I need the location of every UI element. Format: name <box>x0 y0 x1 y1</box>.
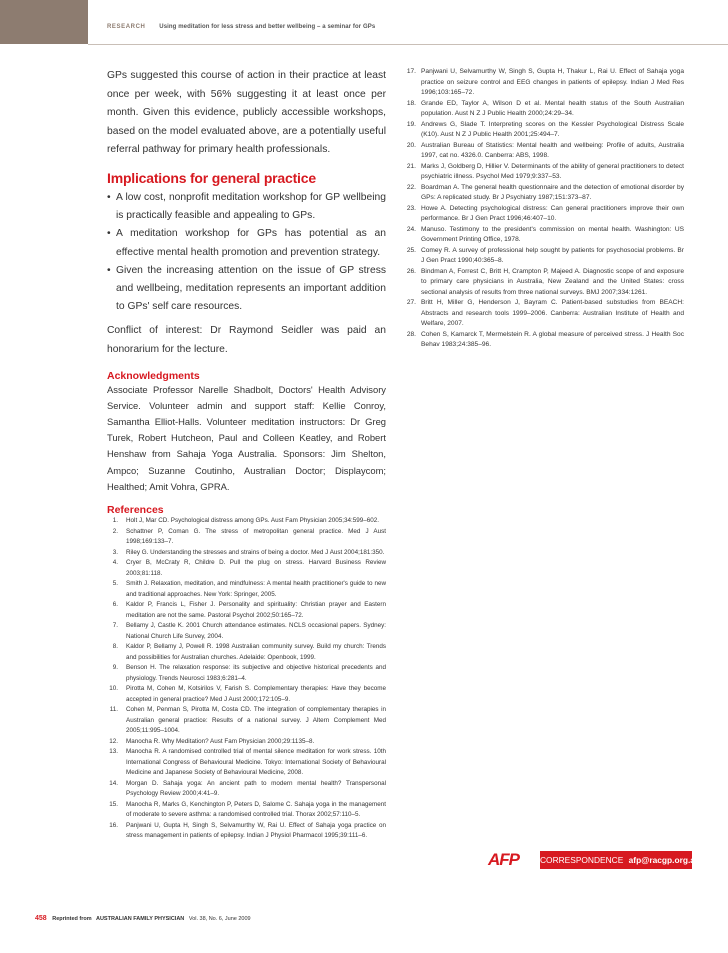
reference-item: 4. Cryer B, McCraty R, Childre D. Pull the plug on stress. Harvard Business Review 2003;81:118. <box>112 559 386 577</box>
reference-item: 15. Manocha R, Marks G, Kenchington P, Peters D, Salome C. Sahaja yoga in the management of moderate to severe asthma: a randomised controlled trial. Thorax 2002;57:110–5. <box>109 800 386 818</box>
reference-item: 26. Bindman A, Forrest C, Britt H, Crampton P, Majeed A. Diagnostic scope of and exposure to primary care physicians in Australia, New Zealand and the United States: cross sectional analysis of results from three national surveys. BMJ 2007;334:1261. <box>406 267 684 296</box>
reference-item: 27. Britt H, Miller G, Henderson J, Bayram C. Patient-based substudies from BEACH: Abstracts and research tools 1999–2006. Canberra: Australian Institute of Health and Welfare, 2007. <box>406 299 684 327</box>
references-list-right <box>403 67 684 351</box>
correspondence-box <box>540 851 701 869</box>
correspondence-email[interactable]: afp@racgp.org.au <box>628 855 701 865</box>
reference-item: 8. Kaldor P, Bellamy J, Powell R. 1998 Australian community survey. Build my church: Trends and possibilities for Australian churches. Adelaide: Openbook, 1999. <box>112 643 386 661</box>
bullet-icon: • <box>107 228 111 240</box>
reference-item: 6. Kaldor P, Francis L, Fisher J. Personality and spirituality: Christian prayer and Eastern meditation are not the same. Pastoral Psychol 2002;50:165–72. <box>112 601 386 619</box>
reference-item: 5. Smith J. Relaxation, meditation, and mindfulness: A mental health practitioner's guide to new and traditional approaches. New York: Springer, 2005. <box>112 580 386 598</box>
reference-item: 22. Boardman A. The general health questionnaire and the detection of emotional disorder by GPs: A replicated study. Br J Psychiatry 1987;151:373–87. <box>406 183 684 201</box>
correspondence-bar <box>488 850 701 869</box>
correspondence-label: CORRESPONDENCE <box>540 855 624 865</box>
left-column <box>107 67 386 842</box>
list-item: • A meditation workshop for GPs has potential as an effective mental health promotion and prevention strategy. <box>107 225 386 261</box>
reference-item: 17. Panjwani U, Selvamurthy W, Singh S, Gupta H, Thakur L, Rai U. Effect of Sahaja yoga practice on seizure control and EEG changes in patients of epilepsy. Indian J Med Res 1996;103:165–72. <box>406 68 684 96</box>
reference-item: 24. Manuso. Testimony to the president's commission on mental health. Washington: US Government Printing Office, 1978. <box>406 225 684 243</box>
conflict-of-interest: Conflict of interest: Dr Raymond Seidler was paid an honorarium for the lecture. <box>107 325 386 355</box>
afp-logo: AFP <box>488 850 519 869</box>
reference-item: 9. Benson H. The relaxation response: its subjective and objective historical precedents and physiology. Trends Neurosci 1983;6:281–4. <box>112 664 386 682</box>
page-footer <box>35 915 251 922</box>
reference-item: 21. Marks J, Goldberg D, Hillier V. Determinants of the ability of general practitioners to detect psychiatric illness. Psychol Med 1979;9:337–53. <box>406 162 684 180</box>
right-column <box>403 67 684 351</box>
reference-item: 10. Pirotta M, Cohen M, Kotsirilos V, Farish S. Complementary therapies: Have they become accepted in general practice? Med J Aust 2000;172:105–9. <box>109 685 386 703</box>
reference-item: 14. Morgan D. Sahaja yoga: An ancient path to modern mental health? Transpersonal Psychology Review 2000;4:41–9. <box>109 779 386 797</box>
reference-item: 25. Comey R. A survey of professional help sought by patients for psychosocial problems. Br J Gen Pract 1990;40:365–8. <box>406 246 684 264</box>
reference-item: 1. Holt J, Mar CD. Psychological distress among GPs. Aust Fam Physician 2005;34:599–602. <box>112 517 380 524</box>
reference-item: 20. Australian Bureau of Statistics: Mental health and wellbeing: Profile of adults, Australia 1997, cat no. 4326.0. Canberra: ABS, 1998. <box>406 141 684 159</box>
reference-item: 16. Panjwani U, Gupta H, Singh S, Selvamurthy W, Rai U. Effect of Sahaja yoga practice on stress management in patients of epilepsy. Indian J Physiol Pharmacol 1995;39:111–6. <box>109 821 386 839</box>
corner-color-block <box>0 0 88 44</box>
bullet-icon: • <box>107 191 111 203</box>
reference-item: 13. Manocha R. A randomised controlled trial of mental silence meditation for work stress. 10th International Congress of Behavioural Medicine. Tokyo: International Society of Behavioural Medicine and Japanese Society of Behavioural Medicine, 2008. <box>109 748 386 776</box>
reference-item: 11. Cohen M, Penman S, Pirotta M, Costa CD. The integration of complementary therapies in Australian general practice: Results of a national survey. J Altern Complement Med 2005;11:995–1004. <box>109 706 386 734</box>
bullet-icon: • <box>107 264 111 276</box>
reference-item: 19. Andrews G, Slade T. Interpreting scores on the Kessler Psychological Distress Scale (K10). Aust N Z J Public Health 2001;25:494–7. <box>406 120 684 138</box>
list-item: • A low cost, nonprofit meditation workshop for GP wellbeing is practically feasible and appealing to GPs. <box>107 189 386 225</box>
implications-heading: Implications for general practice <box>107 169 316 186</box>
acknowledgments-text: Associate Professor Narelle Shadbolt, Doctors' Health Advisory Service. Volunteer admin and support staff: Kellie Conroy, Samantha Elliot-Halls. Volunteer meditation instructors: Dr Greg Turek, Robert Hutcheon, Paul and Colleen Keatley, and Robert Henshaw from Sahaja Yoga Australia. Sponsors: Jim Shelton, Ampco; Suzanne Coutinho, Australian Doctor; Displaycom; Healthed; Amit Vohra, GPRA. <box>107 383 386 492</box>
reprinted-label: Reprinted from <box>52 916 92 922</box>
running-header <box>107 24 375 30</box>
reference-item: 3. Riley G. Understanding the stresses and strains of being a doctor. Med J Aust 2004;181:350. <box>112 548 385 556</box>
reference-item: 28. Cohen S, Kamarck T, Mermelstein R. A global measure of perceived stress. J Health Soc Behav 1983;24:385–96. <box>406 330 684 348</box>
reference-item: 7. Bellamy J, Castle K. 2001 Church attendance estimates. NCLS occasional papers. Sydney: National Church Life Survey, 2004. <box>112 622 386 640</box>
article-running-title: Using meditation for less stress and better wellbeing – a seminar for GPs <box>159 24 376 30</box>
reference-item: 2. Schattner P, Coman G. The stress of metropolitan general practice. Med J Aust 1998;169:133–7. <box>112 527 386 545</box>
reference-item: 18. Grande ED, Taylor A, Wilson D et al. Mental health status of the South Australian population. Aust N Z J Public Health 2000;24:29–34. <box>406 99 684 117</box>
section-label: RESEARCH <box>107 24 146 30</box>
references-list-left <box>107 516 386 842</box>
reference-item: 12. Manocha R. Why Meditation? Aust Fam Physician 2000;29:1135–8. <box>109 737 315 745</box>
implications-list <box>107 189 386 316</box>
intro-paragraph: GPs suggested this course of action in their practice at least once per week, with 56% suggesting it at least once per month. Given this evidence, publicly accessible workshops, based on the model evaluated above, are a potentially useful referral pathway for primary health professionals. <box>107 70 386 156</box>
header-rule <box>88 44 728 45</box>
references-heading: References <box>107 504 164 516</box>
journal-issue: Vol. 38, No. 6, June 2009 <box>188 916 251 922</box>
page-number: 458 <box>35 915 47 922</box>
reference-item: 23. Howe A. Detecting psychological distress: Can general practitioners improve their own performance. Br J Gen Pract 1996;46:407–10. <box>406 204 684 222</box>
list-item: • Given the increasing attention on the issue of GP stress and wellbeing, meditation represents an important addition to GPs' self care resources. <box>107 262 386 317</box>
journal-name: AUSTRALIAN FAMILY PHYSICIAN <box>95 916 185 922</box>
acknowledgments-heading: Acknowledgments <box>107 369 200 382</box>
